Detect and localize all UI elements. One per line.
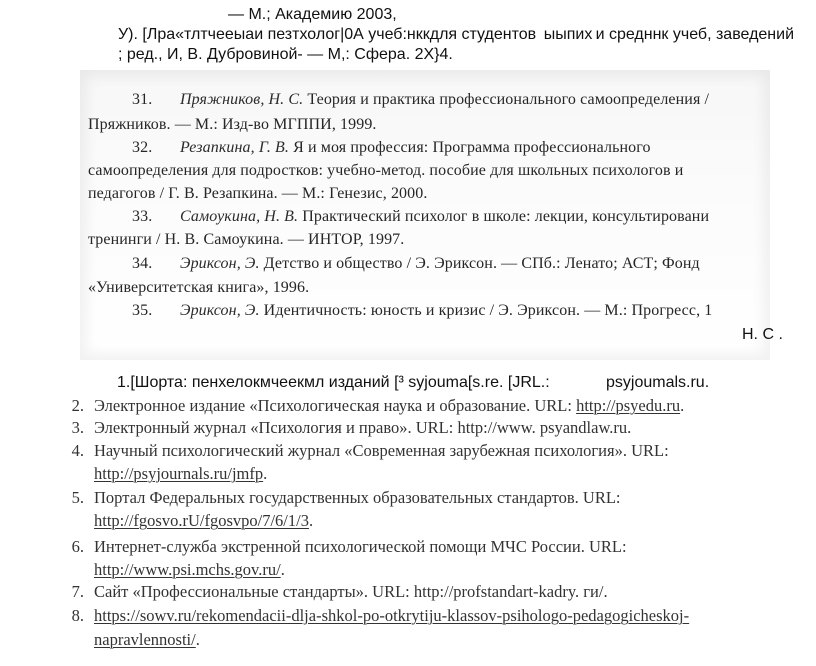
top-line-2: У). [Лра«тлтчееыаи пезтхолог|0А учеб:нккдля студентов ыыпих и средннк учеб, заведений	[118, 26, 795, 43]
top-line-3: ; ред., И, В. Дубровиной- — М,: Сфера. 2Х}4.	[118, 46, 453, 63]
ref-33-cont: тренинги / Н. В. Самоукина. — ИНТОР, 1997.	[88, 231, 405, 248]
list-item-text: Электронное издание «Психологическая наука и образование. URL:	[94, 396, 577, 415]
list-item-number: 8.	[71, 606, 84, 625]
list-item-punct: .	[195, 630, 200, 649]
list-item-6-link-line	[94, 560, 285, 580]
list-item-text: Интернет-служба экстренной психологической помощи МЧС России. URL:	[94, 537, 627, 556]
ref-number: 35.	[132, 302, 153, 319]
ref-32-cont-1: самоопределения для подростков: учебно-метод. пособие для школьных психологов и	[88, 162, 684, 179]
list-item-number: 4.	[71, 441, 84, 460]
list-item-punct: .	[280, 560, 285, 579]
list-item-number: 2.	[71, 396, 84, 415]
list-item-6	[58, 537, 627, 557]
list-item-link[interactable]: napravlennosti/	[94, 630, 196, 649]
ref-34	[132, 255, 700, 273]
ref-number: 34.	[132, 255, 153, 272]
list-item-punct: .	[263, 464, 268, 483]
list-item-text: [Шорта: пенхелокмчеекмл изданий [³ syjouma[s.re. [JRL.:	[130, 374, 550, 391]
ref-text: Практический психолог в школе: лекции, консультировани	[298, 208, 710, 225]
ref-author: Эриксон, Э.	[180, 302, 260, 319]
list-item-text: Портал Федеральных государственных образовательных стандартов. URL:	[94, 488, 621, 507]
list-item-link[interactable]: http://psyjournals.ru/jmfp	[94, 464, 264, 483]
list-item-link[interactable]: https://sowv.ru/rekomendacii-dlja-shkol-po-otkrytiju-klassov-psihologo-pedagogicheskoj-	[94, 606, 690, 625]
list-item-8-link-line	[94, 630, 200, 650]
list-item-4	[58, 441, 669, 461]
list-item-number: 7.	[71, 582, 84, 601]
list-item-1	[117, 374, 550, 392]
list-item-number: 3.	[71, 418, 84, 437]
list-item-3	[58, 418, 631, 438]
list-item-punct: .	[308, 511, 314, 530]
list-item-5	[58, 488, 621, 508]
list-item-punct: .	[680, 396, 685, 415]
list-item-number: 6.	[71, 537, 84, 556]
list-item-text: Электронный журнал «Психология и право». URL: http://www. psyandlaw.ru.	[94, 418, 632, 437]
top-line-1: — М.; Академию 2003,	[228, 6, 397, 23]
ref-text: Детство и общество / Э. Эриксон. — СПб.: Ленато; АСТ; Фонд	[259, 255, 700, 272]
list-item-2	[58, 396, 684, 416]
ref-number: 31.	[132, 91, 153, 108]
list-item-text: Научный психологический журнал «Современная зарубежная психология». URL:	[94, 441, 669, 460]
list-item-link[interactable]: http://www.psi.mchs.gov.ru/	[94, 560, 281, 579]
ref-author: Пряжников, Н. С.	[180, 91, 304, 108]
list-item-number: 5.	[71, 488, 84, 507]
ocr-fragment-nc: Н. С .	[742, 326, 783, 343]
ref-author: Резапкина, Г. В.	[180, 139, 290, 156]
ref-31	[132, 91, 709, 109]
ref-33	[132, 208, 709, 226]
list-item-number: 1.	[117, 374, 131, 391]
ref-author: Самоукина, Н. В.	[180, 208, 299, 225]
ref-35	[132, 302, 712, 320]
list-item-4-link-line	[94, 464, 267, 484]
list-item-link[interactable]: http://psyedu.ru	[576, 396, 681, 415]
ref-text: Теория и практика профессионального самоопределения /	[303, 91, 710, 108]
ref-text: Идентичность: юность и кризис / Э. Эриксон. — М.: Прогресс, 1	[259, 302, 713, 319]
list-item-7	[58, 582, 608, 602]
ref-32-cont-2: педагогов / Г. В. Резапкина. — М.: Генезис, 2000.	[88, 185, 428, 202]
ref-number: 32.	[132, 139, 153, 156]
ref-number: 33.	[132, 208, 153, 225]
list-item-8	[58, 606, 689, 626]
ref-34-cont: «Университетская книга», 1996.	[88, 279, 310, 296]
list-item-link[interactable]: http://fgosvo.rU/fgosvpo/7/6/1/3	[94, 511, 309, 530]
ref-author: Эриксон, Э.	[180, 255, 260, 272]
list-item-text: Сайт «Профессиональные стандарты». URL: http://profstandart-kadry. ги/.	[94, 582, 608, 601]
list-item-5-link-line	[94, 511, 313, 531]
ref-text: Я и моя профессия: Программа профессионального	[289, 139, 651, 156]
list-item-1-tail: psyjoumals.ru.	[606, 374, 710, 391]
ref-32	[132, 139, 651, 157]
ref-31-cont: Пряжников. — М.: Изд-во МГППИ, 1999.	[88, 116, 377, 133]
